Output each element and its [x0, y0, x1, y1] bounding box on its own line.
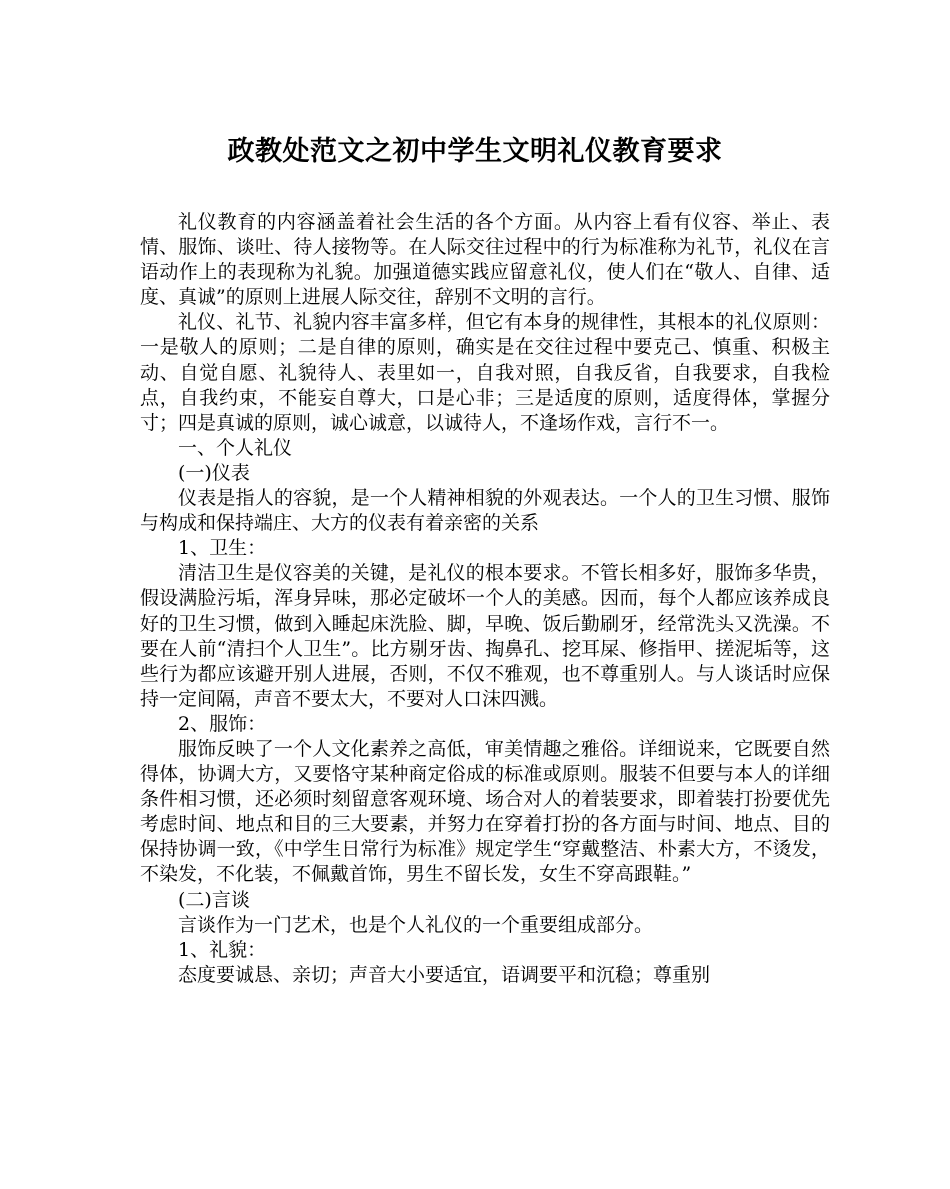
paragraph-politeness: 态度要诚恳、亲切；声音大小要适宜，语调要平和沉稳；尊重别	[178, 963, 711, 986]
heading-appearance: (一)仪表	[178, 461, 250, 484]
paragraph-hygiene: 清洁卫生是仪容美的关键，是礼仪的根本要求。不管长相多好，服饰多华贵，假设满脸污垢，浑身异味，那必定破坏一个人的美感。因而，每个人都应该养成良好的卫生习惯，做到入睡起床洗脸、脚，早晚、饭后勤刷牙，经常洗头又洗澡。不要在人前“清扫个人卫生”。比方剔牙齿、掏鼻孔、挖耳屎、修指甲、搓泥垢等，这些行为都应该避开别人进展，否则，不仅不雅观，也不尊重别人。与人谈话时应保持一定间隔，声音不要太大，不要对人口沫四溅。	[140, 562, 830, 710]
document-body	[140, 210, 830, 988]
paragraph-clothing: 服饰反映了一个人文化素养之高低，审美情趣之雅俗。详细说来，它既要自然得体，协调大方，又要恪守某种商定俗成的标准或原则。服装不但要与本人的详细条件相习惯，还必须时刻留意客观环境、场合对人的着装要求，即着装打扮要优先考虑时间、地点和目的三大要素，并努力在穿着打扮的各方面与时间、地点、目的保持协调一致，《中学生日常行为标准》规定学生“穿戴整洁、朴素大方，不烫发，不染发，不化装，不佩戴首饰，男生不留长发，女生不穿高跟鞋。”	[140, 737, 830, 886]
heading-politeness: 1、礼貌：	[178, 938, 267, 961]
paragraph-intro: 礼仪教育的内容涵盖着社会生活的各个方面。从内容上看有仪容、举止、表情、服饰、谈吐、待人接物等。在人际交往过程中的行为标准称为礼节，礼仪在言语动作上的表现称为礼貌。加强道德实践应留意礼仪，使人们在“敬人、自律、适度、真诚”的原则上进展人际交往，辞别不文明的言行。	[140, 211, 830, 309]
paragraph-speech: 言谈作为一门艺术，也是个人礼仪的一个重要组成部分。	[178, 913, 654, 936]
heading-clothing: 2、服饰：	[178, 712, 267, 735]
document-title: 政教处范文之初中学生文明礼仪教育要求	[227, 136, 723, 167]
paragraph-principles: 礼仪、礼节、礼貌内容丰富多样，但它有本身的规律性，其根本的礼仪原则：一是敬人的原则；二是自律的原则，确实是在交往过程中要克己、慎重、积极主动、自觉自愿、礼貌待人、表里如一，自我对照，自我反省，自我要求，自我检点，自我约束，不能妄自尊大，口是心非；三是适度的原则，适度得体，掌握分寸；四是真诚的原则，诚心诚意，以诚待人，不逢场作戏，言行不一。	[140, 311, 830, 434]
heading-speech: (二)言谈	[178, 888, 250, 911]
paragraph-appearance: 仪表是指人的容貌，是一个人精神相貌的外观表达。一个人的卫生习惯、服饰与构成和保持端庄、大方的仪表有着亲密的关系	[140, 487, 830, 535]
heading-personal-etiquette: 一、个人礼仪	[178, 436, 293, 459]
heading-hygiene: 1、卫生：	[178, 537, 267, 560]
